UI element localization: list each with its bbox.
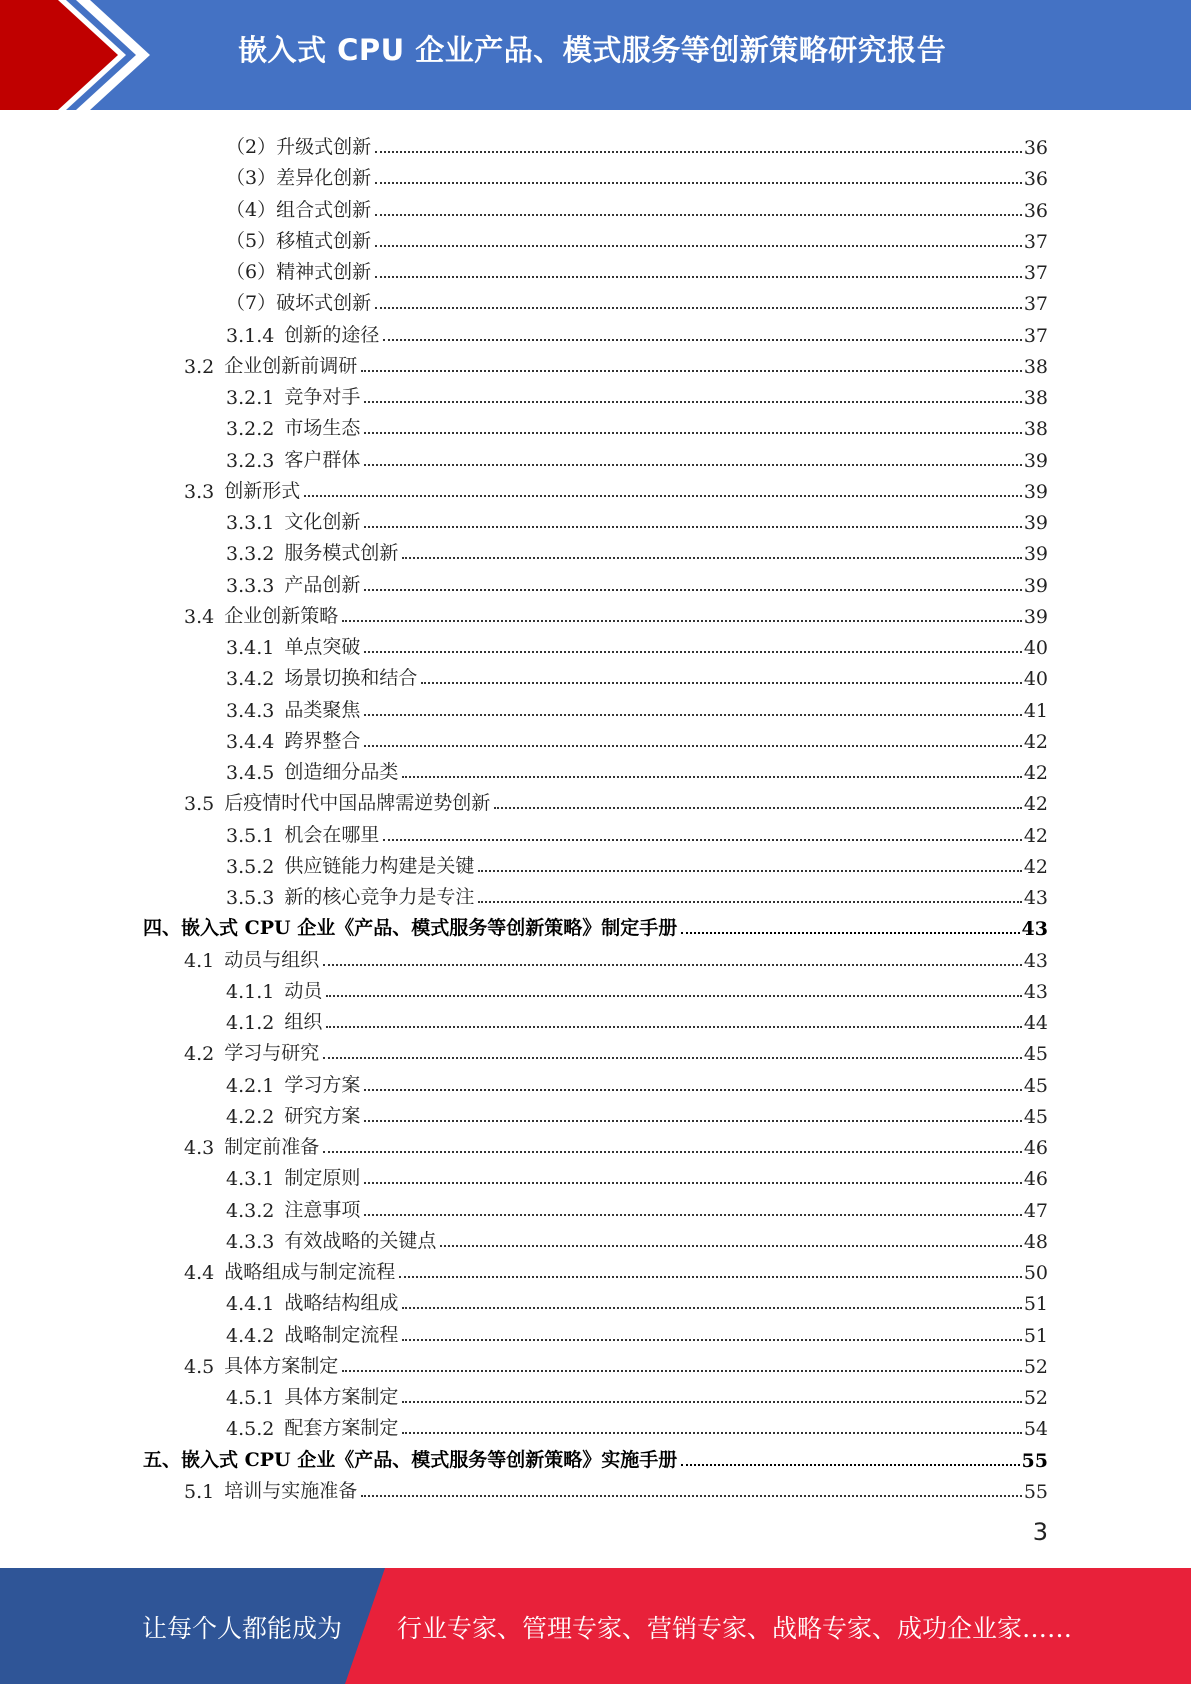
toc-entry[interactable] [184,1347,1048,1378]
toc-leader-dots [375,181,1022,184]
toc-entry-number: 5.1 [184,1480,215,1503]
toc-entry-number: 4.5.2 [226,1418,275,1441]
toc-entry-number: 3.4.5 [226,762,275,784]
toc-entry[interactable] [226,128,1048,159]
toc-entry-number: 4.2.2 [226,1105,275,1128]
toc-entry-page: 42 [1023,762,1048,784]
toc-entry-page: 40 [1023,637,1048,659]
toc-leader-dots [478,869,1021,872]
toc-leader-dots [364,525,1021,528]
toc-entry[interactable] [184,347,1048,378]
toc-entry-label: 战略结构组成 [284,1292,399,1315]
toc-leader-dots [681,1463,1019,1466]
toc-entry[interactable] [143,909,1048,940]
toc-entry-label: 服务模式创新 [284,542,399,565]
toc-entry[interactable] [226,222,1048,253]
toc-entry[interactable] [226,878,1048,909]
toc-leader-dots [681,931,1019,934]
toc-leader-dots [421,681,1021,684]
toc-entry-number: 4.3.2 [226,1199,275,1222]
toc-entry-number: 3.2.2 [226,418,275,441]
toc-leader-dots [323,1056,1022,1059]
toc-entry-page: 52 [1023,1387,1048,1409]
toc-entry[interactable] [226,284,1048,315]
toc-entry-page: 39 [1023,449,1048,472]
toc-entry-page: 38 [1023,418,1048,441]
toc-leader-dots [326,1025,1021,1028]
toc-entry[interactable] [226,1222,1048,1253]
toc-entry-label: 战略组成与制定流程 [224,1261,396,1283]
toc-entry[interactable] [226,628,1048,659]
toc-entry-label: 组织 [284,1011,323,1033]
report-title: 嵌入式 CPU 企业产品、模式服务等创新策略研究报告 [238,33,947,67]
toc-entry-label: （7）破坏式创新 [226,292,372,315]
toc-entry[interactable] [226,409,1048,440]
toc-entry-page: 46 [1023,1137,1048,1159]
toc-entry-page: 41 [1023,699,1048,722]
toc-entry-label: 学习与研究 [224,1042,320,1065]
toc-entry[interactable] [226,534,1048,565]
toc-entry-number: 3.3 [184,480,215,503]
toc-entry-number: 4.3 [184,1137,215,1159]
toc-entry-page: 55 [1023,1480,1048,1503]
toc-leader-dots [361,1494,1022,1497]
toc-entry-number: 3.5.2 [226,855,275,878]
toc-leader-dots [364,1213,1021,1216]
toc-entry[interactable] [184,941,1048,972]
toc-entry-number: 4.1.2 [226,1012,275,1034]
toc-leader-dots [364,650,1021,653]
toc-entry-number: 4.5 [184,1355,215,1378]
toc-entry-page: 42 [1023,793,1048,816]
toc-entry-label: 客户群体 [284,448,361,471]
toc-leader-dots [383,838,1021,841]
toc-entry-page: 47 [1023,1199,1048,1222]
toc-entry[interactable] [226,1284,1048,1315]
toc-entry-number: 3.4 [184,605,215,628]
toc-entry-label: 单点突破 [284,636,361,658]
toc-entry-page: 55 [1021,1449,1048,1472]
toc-entry-page: 48 [1023,1230,1048,1253]
toc-entry[interactable] [143,1441,1048,1472]
toc-leader-dots [402,556,1021,559]
toc-entry[interactable] [184,1128,1048,1159]
toc-entry-number: 4.5.1 [226,1387,275,1409]
toc-entry-label: 创造细分品类 [284,761,399,783]
toc-entry-label: 文化创新 [284,511,361,533]
toc-entry-label: 后疫情时代中国品牌需逆势创新 [224,792,491,815]
toc-entry-number: 3.3.2 [226,543,275,566]
toc-entry[interactable] [226,753,1048,784]
toc-entry-label: 制定前准备 [224,1136,320,1158]
toc-leader-dots [361,369,1022,372]
toc-leader-dots [323,963,1022,966]
toc-entry-number: 3.1.4 [226,324,275,347]
toc-leader-dots [364,1119,1021,1122]
toc-entry-page: 39 [1023,512,1048,534]
toc-leader-dots [342,1369,1022,1372]
toc-entry[interactable] [226,1066,1048,1097]
toc-entry-label: （5）移植式创新 [226,229,372,252]
toc-entry-label: （2）升级式创新 [226,136,372,158]
toc-entry-page: 42 [1023,855,1048,878]
toc-entry-label: （6）精神式创新 [226,261,372,283]
toc-entry-number: 3.5.1 [226,824,275,847]
toc-leader-dots [323,1150,1022,1153]
toc-leader-dots [399,1275,1022,1278]
toc-entry-label: 品类聚焦 [284,698,361,721]
toc-leader-dots [402,1306,1021,1309]
toc-leader-dots [402,1431,1021,1434]
toc-entry[interactable] [226,972,1048,1003]
toc-entry-label: 创新形式 [224,479,301,502]
toc-entry-page: 43 [1023,980,1048,1003]
toc-leader-dots [402,1400,1021,1403]
toc-entry[interactable] [226,1003,1048,1034]
toc-entry-number: 3.4.1 [226,637,275,659]
toc-entry-label: 配套方案制定 [284,1417,399,1440]
toc-entry-label: 战略制定流程 [284,1323,399,1346]
toc-leader-dots [364,463,1021,466]
footer-slogan-left: 让每个人都能成为 [142,1614,343,1643]
toc-entry-label: 四、嵌入式 CPU 企业《产品、模式服务等创新策略》制定手册 [143,917,678,940]
toc-leader-dots [478,900,1021,903]
toc-entry[interactable] [226,441,1048,472]
toc-entry[interactable] [226,659,1048,690]
toc-entry-page: 50 [1023,1262,1048,1284]
toc-entry-page: 38 [1023,387,1048,409]
toc-entry-page: 45 [1023,1043,1048,1066]
toc-leader-dots [383,338,1021,341]
toc-entry-label: 注意事项 [284,1198,361,1221]
toc-entry-page: 54 [1023,1418,1048,1441]
toc-leader-dots [375,150,1022,153]
toc-entry[interactable] [226,1409,1048,1440]
toc-entry-number: 3.2.1 [226,387,275,409]
toc-entry-label: 有效战略的关键点 [284,1229,437,1252]
toc-entry-label: 供应链能力构建是关键 [284,854,475,877]
toc-entry-page: 42 [1023,730,1048,753]
toc-entry[interactable] [226,1316,1048,1347]
toc-leader-dots [375,306,1022,309]
toc-leader-dots [364,1181,1021,1184]
toc-entry[interactable] [226,159,1048,190]
toc-entry[interactable] [226,1097,1048,1128]
header-chevron-graphic [0,0,160,110]
toc-entry-label: 创新的途径 [284,323,380,346]
toc-entry[interactable] [184,472,1048,503]
toc-entry-page: 43 [1023,949,1048,972]
toc-entry-number: 4.4.2 [226,1324,275,1347]
toc-leader-dots [364,1088,1021,1091]
footer-slogan-right: 行业专家、管理专家、营销专家、战略专家、成功企业家…… [397,1614,1073,1643]
toc-entry-page: 36 [1023,137,1048,159]
toc-leader-dots [364,744,1021,747]
toc-entry[interactable] [226,847,1048,878]
toc-entry-page: 36 [1023,168,1048,191]
toc-entry-number: 3.5.3 [226,887,275,909]
toc-entry-number: 4.1.1 [226,980,275,1003]
toc-entry-number: 4.1 [184,949,215,972]
toc-entry-page: 39 [1023,480,1048,503]
toc-entry-number: 3.4.2 [226,668,275,691]
toc-entry[interactable] [184,1034,1048,1065]
toc-entry-number: 4.2 [184,1043,215,1066]
toc-entry-number: 4.3.1 [226,1168,275,1191]
toc-entry-page: 45 [1023,1074,1048,1097]
toc-entry-number: 4.3.3 [226,1230,275,1253]
toc-entry[interactable] [184,1472,1048,1503]
toc-entry-page: 51 [1023,1324,1048,1347]
toc-entry-label: （3）差异化创新 [226,167,372,190]
toc-entry[interactable] [226,503,1048,534]
toc-entry-label: 学习方案 [284,1073,361,1096]
toc-entry-page: 38 [1023,355,1048,378]
toc-entry-page: 37 [1023,293,1048,316]
toc-entry[interactable] [184,597,1048,628]
toc-leader-dots [342,619,1022,622]
toc-entry-label: 竞争对手 [284,386,361,408]
toc-entry[interactable] [226,1191,1048,1222]
toc-entry-page: 40 [1023,668,1048,691]
toc-entry-label: 制定原则 [284,1167,361,1190]
toc-entry-label: 新的核心竞争力是专注 [284,886,475,908]
toc-entry[interactable] [226,1159,1048,1190]
toc-entry[interactable] [226,566,1048,597]
toc-entry[interactable] [226,816,1048,847]
page-header [0,0,1191,110]
toc-entry-page: 39 [1023,605,1048,628]
toc-entry-number: 3.3.1 [226,512,275,534]
toc-entry-label: 市场生态 [284,417,361,440]
toc-entry-label: 企业创新策略 [224,604,339,627]
toc-entry-page: 45 [1023,1105,1048,1128]
toc-entry-label: 产品创新 [284,573,361,596]
toc-entry[interactable] [184,784,1048,815]
toc-entry[interactable] [226,191,1048,222]
toc-leader-dots [364,713,1021,716]
toc-leader-dots [375,275,1022,278]
toc-entry-page: 43 [1023,887,1048,909]
toc-entry-page: 37 [1023,230,1048,253]
toc-entry-number: 3.4.3 [226,699,275,722]
toc-entry-label: （4）组合式创新 [226,198,372,221]
toc-entry-number: 4.4 [184,1262,215,1284]
toc-entry-label: 企业创新前调研 [224,354,358,377]
toc-entry-page: 37 [1023,262,1048,284]
toc-entry[interactable] [226,691,1048,722]
toc-entry-page: 39 [1023,574,1048,597]
toc-entry-label: 培训与实施准备 [224,1479,358,1502]
toc-entry-page: 37 [1023,324,1048,347]
toc-entry-number: 3.2 [184,355,215,378]
page-footer [0,1568,1191,1684]
toc-leader-dots [364,431,1021,434]
toc-leader-dots [375,244,1022,247]
toc-entry[interactable] [226,316,1048,347]
toc-entry-label: 场景切换和结合 [284,667,418,690]
toc-entry-page: 43 [1021,918,1048,941]
toc-entry-page: 44 [1023,1012,1048,1034]
page-number: 3 [1032,1518,1048,1546]
toc-leader-dots [364,400,1021,403]
toc-entry-label: 研究方案 [284,1104,361,1127]
toc-entry-number: 3.3.3 [226,574,275,597]
toc-leader-dots [402,1338,1021,1341]
toc-entry[interactable] [184,1253,1048,1284]
toc-entry[interactable] [226,722,1048,753]
toc-entry-label: 动员与组织 [224,948,320,971]
toc-entry[interactable] [226,1378,1048,1409]
toc-leader-dots [326,994,1021,997]
toc-entry-page: 36 [1023,199,1048,222]
toc-entry-page: 42 [1023,824,1048,847]
toc-entry-page: 39 [1023,543,1048,566]
toc-entry[interactable] [226,253,1048,284]
toc-entry-number: 3.2.3 [226,449,275,472]
toc-entry-page: 46 [1023,1168,1048,1191]
toc-entry-page: 51 [1023,1293,1048,1316]
toc-leader-dots [402,775,1021,778]
toc-leader-dots [364,588,1021,591]
toc-entry-label: 五、嵌入式 CPU 企业《产品、模式服务等创新策略》实施手册 [143,1448,678,1471]
toc-leader-dots [304,494,1022,497]
toc-entry[interactable] [226,378,1048,409]
toc-entry-label: 机会在哪里 [284,823,380,846]
toc-entry-label: 跨界整合 [284,729,361,752]
toc-entry-page: 52 [1023,1355,1048,1378]
toc-entry-number: 3.4.4 [226,730,275,753]
toc-entry-label: 具体方案制定 [284,1386,399,1408]
toc-entry-number: 4.4.1 [226,1293,275,1316]
toc-entry-label: 动员 [284,979,323,1002]
toc-entry-number: 4.2.1 [226,1074,275,1097]
toc-entry-number: 3.5 [184,793,215,816]
toc-entry-label: 具体方案制定 [224,1354,339,1377]
toc-leader-dots [375,213,1022,216]
toc-leader-dots [494,806,1022,809]
toc-leader-dots [440,1244,1021,1247]
